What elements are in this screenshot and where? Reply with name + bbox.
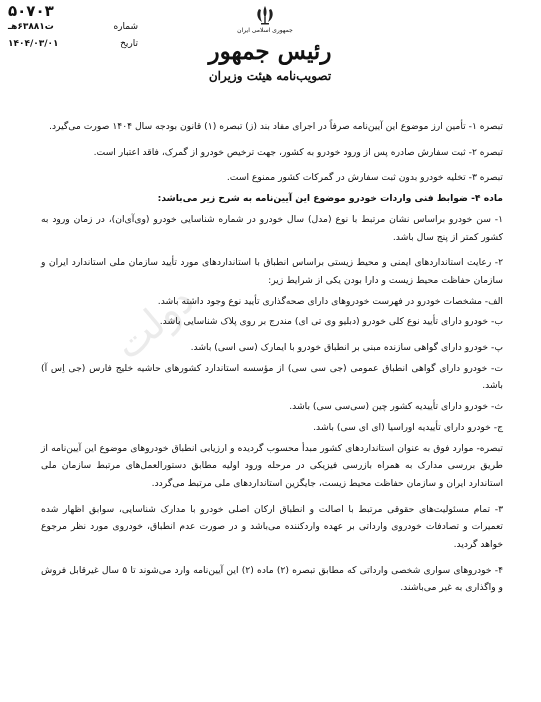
paragraph-item-3: ۳- تمام مسئولیت‌های حقوقی مرتبط با اصالت و انطباق ارکان اصلی خودرو با مدارک شناسایی، سوابق اظهار شده تعمیرات و تصادفات خودروی وارداتی بر عهده واردکننده می‌باشد و در صورت عدم انطباق، خودروی مورد نظر مرجوع خواهد گردید. (41, 503, 503, 551)
watermark: دولت (105, 276, 204, 370)
paragraph-item-1: ۱- سن خودرو براساس نشان مرتبط با نوع (مدل) سال خودرو در شماره شناسایی خودرو (وی‌آی‌ان)، در زمان ورود به کشور کمتر از پنج سال باشد. (41, 213, 503, 243)
paragraph-item-2-alef: الف- مشخصات خودرو در فهرست خودروهای دارای صحه‌گذاری تأیید نوع وجود داشته باشد. (157, 295, 503, 307)
office-seal (190, 38, 350, 84)
document-number: ۵۰۷۰۳ (8, 2, 54, 20)
paragraph-item-2-be: ب- خودرو دارای تأیید نوع کلی خودرو (دبلیو وی تی ای) مندرج بر روی پلاک شناسایی باشد. (159, 316, 503, 328)
date-field (8, 38, 138, 50)
date-label: تاریخ (120, 39, 138, 49)
number-field (8, 21, 138, 33)
office-subtitle: تصویب‌نامه هیئت وزیران (208, 69, 332, 83)
paragraph-item-2: ۲- رعایت استانداردهای ایمنی و محیط زیستی براساس انطباق با استانداردهای مورد تأیید سازمان ملی استاندارد ایران و سازمان حفاظت محیط زیست و دارا بودن یکی از شرایط زیر: (41, 257, 503, 286)
number-value: ت۶۳۸۸۱هـ (8, 22, 54, 32)
document-body (41, 118, 503, 605)
paragraph-article-4: ماده ۴- ضوابط فنی واردات خودرو موضوع این آیین‌نامه به شرح زیر می‌باشد: (157, 193, 503, 205)
paragraph-note-1: تبصره ۱- تأمین ارز موضوع این آیین‌نامه صرفاً در اجرای مفاد بند (ز) تبصره (۱) قانون بودجه سال ۱۴۰۴ صورت می‌گیرد. (49, 121, 503, 132)
paragraph-item-2-pe: پ- خودرو دارای گواهی سازنده مبنی بر انطباق خودرو با ایمارک (سی اسی) باشد. (190, 342, 503, 354)
number-label: شماره (113, 22, 138, 32)
paragraph-note-2: تبصره ۲- ثبت سفارش صادره پس از ورود خودرو به کشور، جهت ترخیص خودرو از گمرک، فاقد اعتبار است. (93, 146, 503, 158)
paragraph-note-3: تبصره ۳- تخلیه خودرو بدون ثبت سفارش در گمرکات کشور ممنوع است. (226, 172, 503, 184)
iran-emblem-icon (252, 4, 278, 26)
paragraph-item-2-se: ث- خودرو دارای تأییدیه کشور چین (سی‌سی سی) باشد. (289, 401, 503, 413)
paragraph-note-standards: تبصره- موارد فوق به عنوان استانداردهای کشور مبدأ محسوب گردیده و ارزیابی انطباق خودروهای موضوع این آیین‌نامه از طریق بررسی مدارک به همراه بازرسی فیزیکی در مرحله ورود اولیه مطابق دستورالعمل‌های مرتبط سازمان ملی استاندارد ایران و سازمان حفاظت محیط زیست، جایگزین استانداردهای ملی مرتبط می‌گردد. (41, 442, 503, 489)
paragraph-item-4: ۴- خودروهای سواری شخصی وارداتی که مطابق تبصره (۲) ماده (۲) این آیین‌نامه وارد می‌شوند تا ۵ سال غیرقابل فروش و واگذاری به غیر می‌باشند. (41, 564, 504, 594)
emblem-caption: جمهوری اسلامی ایران (237, 27, 293, 34)
paragraph-item-2-jim: ج- خودرو دارای تأییدیه اوراسیا (ای ای سی) باشد. (313, 421, 503, 433)
office-title: رئیس جمهور (208, 38, 332, 65)
date-value: ۱۴۰۴/۰۳/۰۱ (8, 39, 59, 49)
emblem (235, 4, 295, 35)
paragraph-item-2-te: ت- خودرو دارای گواهی انطباق عمومی (جی سی سی) از مؤسسه استاندارد کشورهای حاشیه خلیج فارس (جی اِس آ) باشد. (41, 362, 503, 392)
